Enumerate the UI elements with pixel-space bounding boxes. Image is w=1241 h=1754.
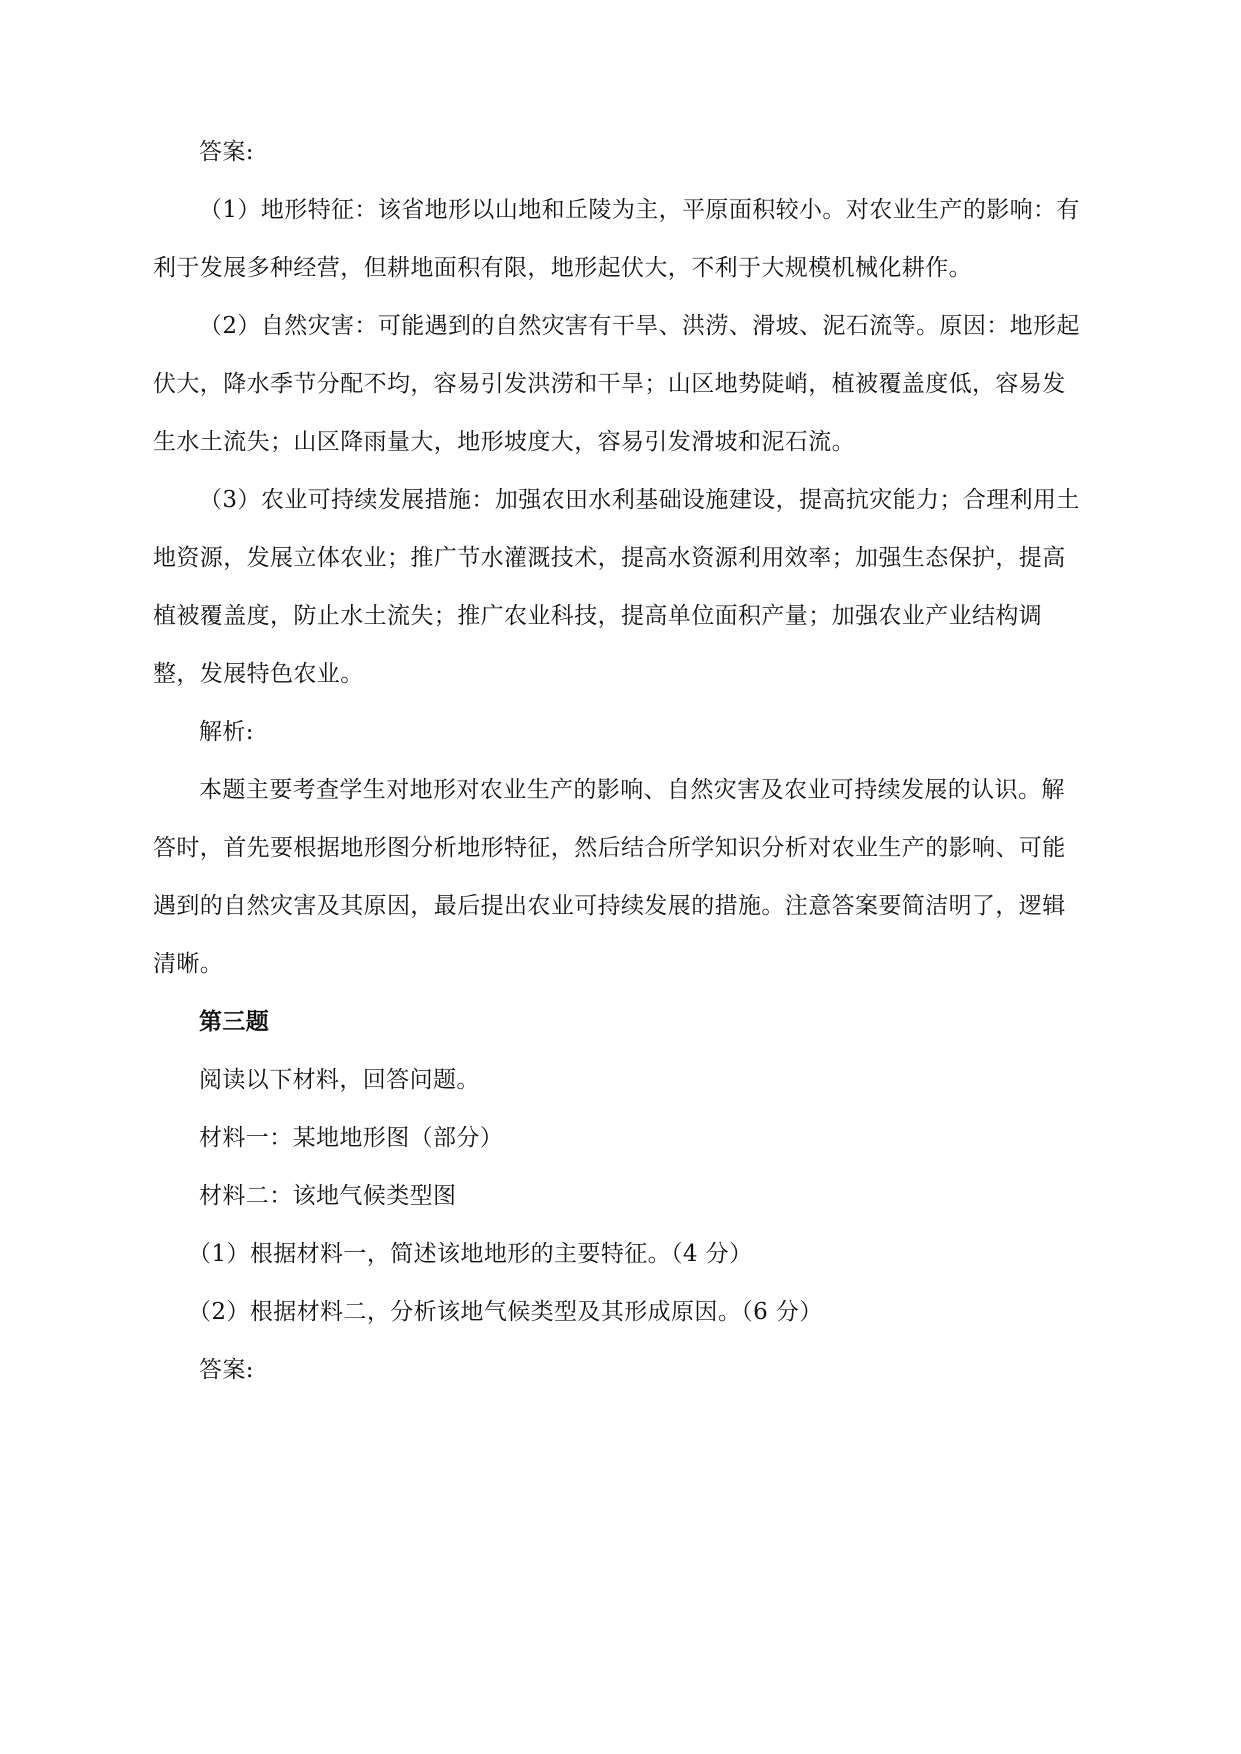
answer-label-2: 答案: xyxy=(199,1357,254,1383)
question-one: （1）根据材料一，简述该地地形的主要特征。（4 分） xyxy=(188,1241,753,1267)
question-two: （2）根据材料二，分析该地气候类型及其形成原因。（6 分） xyxy=(188,1299,823,1325)
intro-text: 阅读以下材料，回答问题。 xyxy=(199,1067,480,1093)
analysis-paragraph: 本题主要考查学生对地形对农业生产的影响、自然灾害及农业可持续发展的认识。解答时，首先要根据地形图分析地形特征，然后结合所学知识分析对农业生产的影响、可能遇到的自然灾害及其原因，最后提出农业可持续发展的措施。注意答案要简洁明了，逻辑清晰。 xyxy=(153,777,1066,977)
material-two: 材料二：该地气候类型图 xyxy=(199,1183,457,1209)
analysis-label: 解析: xyxy=(199,719,254,745)
material-one: 材料一：某地地形图（部分） xyxy=(199,1125,504,1151)
answer-paragraph-2: （2）自然灾害：可能遇到的自然灾害有干旱、洪涝、滑坡、泥石流等。原因：地形起伏大，降水季节分配不均，容易引发洪涝和干旱；山区地势陡峭，植被覆盖度低，容易发生水土流失；山区降雨量大，地形坡度大，容易引发滑坡和泥石流。 xyxy=(153,313,1080,455)
answer-paragraph-3: （3）农业可持续发展措施：加强农田水利基础设施建设，提高抗灾能力；合理利用土地资源，发展立体农业；推广节水灌溉技术，提高水资源利用效率；加强生态保护，提高植被覆盖度，防止水土流失；推广农业科技，提高单位面积产量；加强农业产业结构调整，发展特色农业。 xyxy=(153,487,1080,687)
section-title: 第三题 xyxy=(199,1008,270,1035)
answer-paragraph-1: （1）地形特征：该省地形以山地和丘陵为主，平原面积较小。对农业生产的影响：有利于发展多种经营，但耕地面积有限，地形起伏大，不利于大规模机械化耕作。 xyxy=(153,197,1080,281)
answer-label: 答案: xyxy=(199,139,254,165)
